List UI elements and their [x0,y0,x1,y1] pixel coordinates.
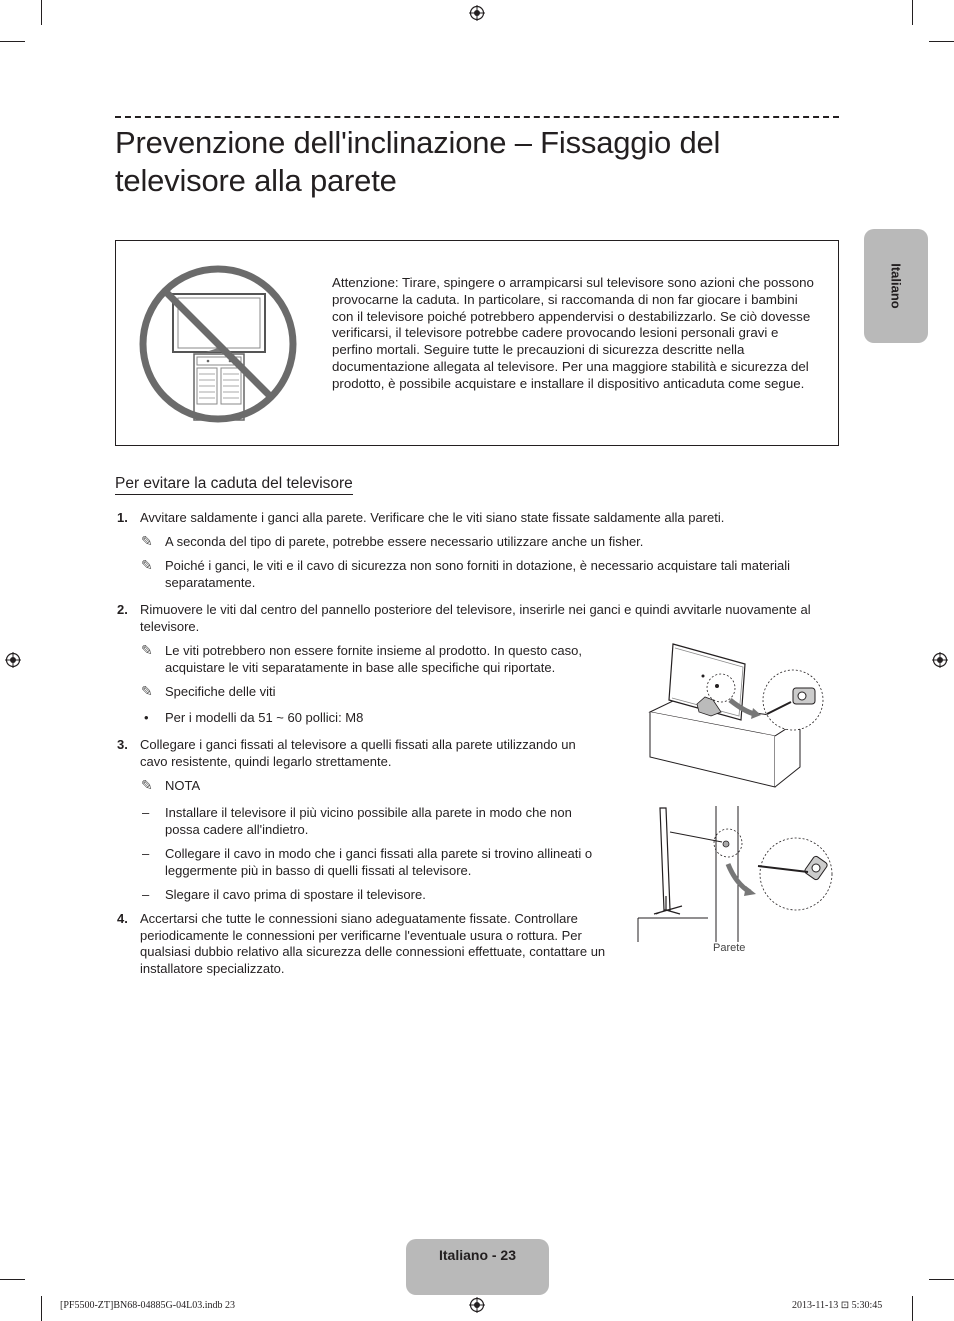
print-slug-right: 2013-11-13 ⊡ 5:30:45 [792,1300,883,1311]
step-2-note-1: Le viti potrebbero non essere fornite insieme al prodotto. In questo caso, acquistare le viti separatamente in base alle specifiche qui riportate. [165,643,582,675]
note-icon: ✎ [141,642,153,658]
print-slug-left: [PF5500-ZT]BN68-04885G-04L03.indb 23 [60,1300,235,1311]
note-icon: ✎ [141,557,153,573]
registration-mark-icon [5,652,21,668]
step-3-text: Collegare i ganci fissati al televisore a quelli fissati alla parete utilizzando un cavo resistente, quindi legarlo strettamente. [140,737,576,769]
language-tab [864,229,928,343]
page-number-tab [406,1239,549,1295]
wall-label: Parete [713,942,746,954]
crop-mark [929,1279,954,1280]
step-2-text: Rimuovere le viti dal centro del pannello posteriore del televisore, inserirle nei ganci e quindi avvitarle nuovamente al televisore. [140,602,811,634]
no-climbing-tv-icon [136,262,300,426]
bullet-icon: • [144,710,149,725]
tv-back-hook-illustration [645,642,830,792]
crop-mark [41,1296,42,1321]
step-number: 4. [117,911,128,926]
step-number: 3. [117,737,128,752]
step-2-note-2: Specifiche delle viti [165,684,276,699]
registration-mark-icon [469,1297,485,1313]
crop-mark [0,41,25,42]
title-rule [115,116,839,118]
dash-icon: – [142,805,150,820]
crop-mark [41,0,42,25]
note-icon: ✎ [141,533,153,549]
step-number: 2. [117,602,128,617]
tv-wall-cable-illustration [636,806,846,946]
page-number: Italiano - 23 [438,1247,517,1263]
step-3-dash-3: Slegare il cavo prima di spostare il televisore. [165,887,426,902]
note-icon: ✎ [141,683,153,699]
step-number: 1. [117,510,128,525]
step-3-dash-2: Collegare il cavo in modo che i ganci fissati alla parete si trovino allineati o leggermente più in basso di quelli fissati al televisore. [165,846,593,878]
crop-mark [912,0,913,25]
step-1-note-1: A seconda del tipo di parete, potrebbe essere necessario utilizzare anche un fisher. [165,534,644,549]
section-heading: Per evitare la caduta del televisore [115,475,353,495]
dash-icon: – [142,887,150,902]
step-3-note-label: NOTA [165,778,201,793]
crop-mark [929,41,954,42]
step-4-text: Accertarsi che tutte le connessioni siano adeguatamente fissate. Controllare periodicamente le connessioni per verificarne l'eventuale usura o rottura. Per qualsiasi dubbio relativo alla sicurezza delle connessioni effettuate, contattare un installatore specializzato. [140,911,606,976]
step-3-dash-1: Installare il televisore il più vicino possibile alla parete in modo che non possa cadere all'indietro. [165,805,572,837]
dash-icon: – [142,846,150,861]
registration-mark-icon [469,5,485,21]
language-tab-label: Italiano [888,263,904,309]
step-1-text: Avvitare saldamente i ganci alla parete. Verificare che le viti siano state fissate saldamente alla pareti. [140,510,725,525]
note-icon: ✎ [141,777,153,793]
step-2-bullet: Per i modelli da 51 ~ 60 pollici: M8 [165,710,364,725]
warning-text: Attenzione: Tirare, spingere o arrampicarsi sul televisore sono azioni che possono provocarne la caduta. In particolare, si raccomanda di non far giocare i bambini con il televisore poiché potrebbero appendervisi o destabilizzarlo. Se ciò dovesse verificarsi, il televisore potrebbe cadere provocando lesioni personali gravi e perfino mortali. Seguire tutte le precauzioni di sicurezza descritte nella documentazione allegata al televisore. Per una maggiore stabilità e sicurezza del prodotto, è possibile acquistare e installare il dispositivo anticaduta come segue. [332,275,814,391]
step-1-note-2: Poiché i ganci, le viti e il cavo di sicurezza non sono forniti in dotazione, è necessario acquistare tali materiali separatamente. [165,558,791,590]
registration-mark-icon [932,652,948,668]
page-title: Prevenzione dell'inclinazione – Fissaggio del televisore alla parete [115,125,721,198]
crop-mark [0,1279,25,1280]
crop-mark [912,1296,913,1321]
